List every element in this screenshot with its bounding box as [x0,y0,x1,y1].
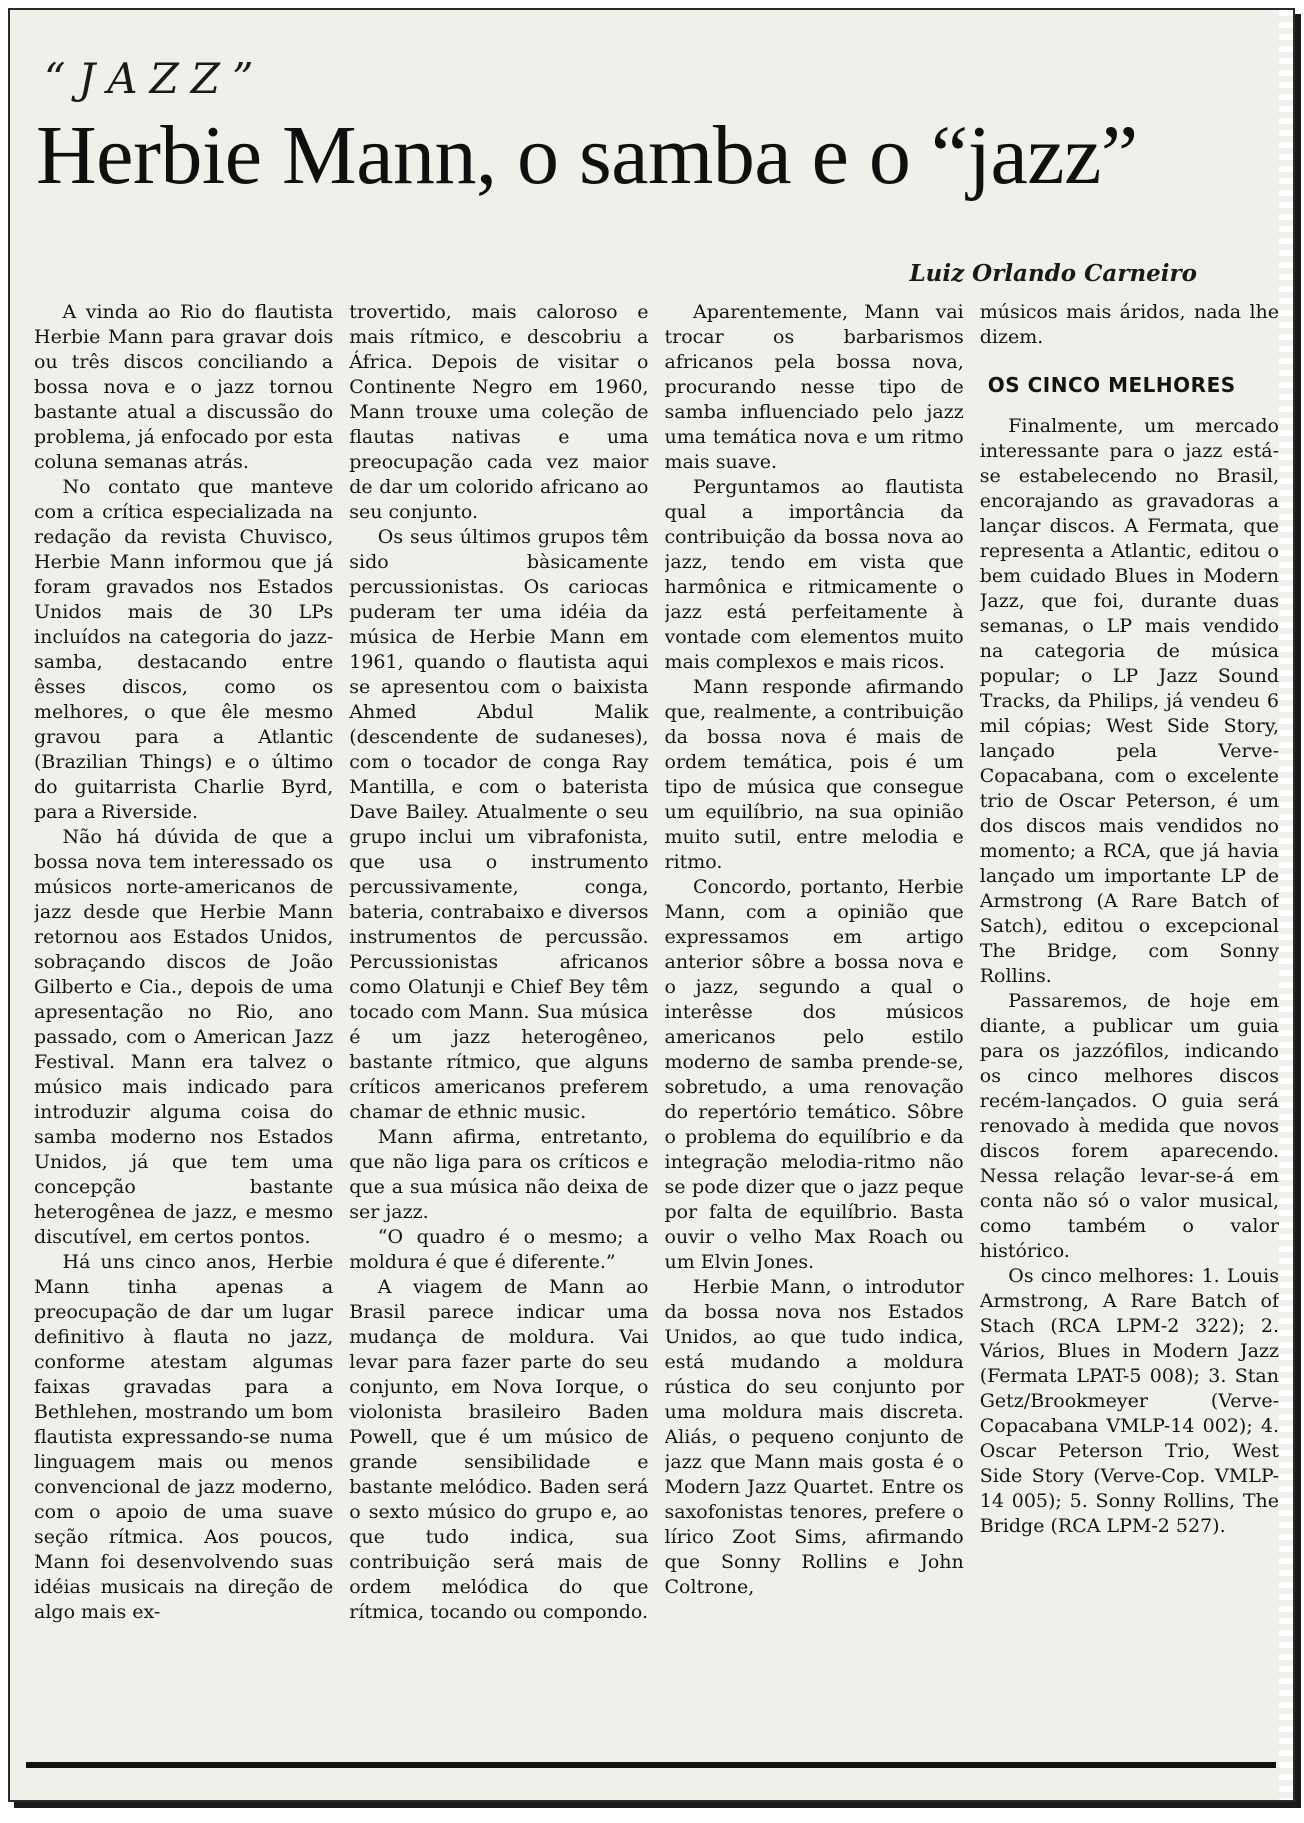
bottom-rule [26,1762,1276,1768]
subheading: OS CINCO MELHORES [987,373,1236,397]
paragraph: Concordo, portanto, Herbie Mann, com a opinião que expressamos em artigo anterior sôbre a bossa nova e o jazz, segundo a qual o interêsse dos músicos americanos pelo estilo moderno de samba prende-se, sobretudo, a uma renovação do repertório temático. Sôbre o problema do equilíbrio e da integração melodia-ritmo não se pode dizer que o jazz peque por falta de equilíbrio. Basta ouvir o velho Max Roach ou um Elvin Jones. [664,876,964,1273]
column-4 [980,300,1279,1760]
paragraph: Há uns cinco anos, Herbie Mann tinha apenas a preocupação de dar um lugar definitivo à flauta no jazz, conforme atestam algumas faixas gravadas para a Bethlehen, mostrando um bom flautista expressando-se numa linguagem mais ou menos convencional de jazz moderno, com o apoio de uma suave seção rítmica. Aos poucos, Mann foi desenvolvendo suas idéias musicais na direção de algo mais ex- [34,1251,334,1623]
article-columns [34,300,1279,1760]
paragraph: Herbie Mann, o introdutor da bossa nova nos Estados Unidos, ao que tudo indica, está mudando a moldura rústica do seu conjunto por uma moldura mais discreta. Aliás, o pequeno conjunto de jazz que Mann mais gosta é o Modern Jazz Quartet. Entre os saxofonistas tenores, prefere o lírico Zoot Sims, afirmando que Sonny Rollins e John Coltrone, [664,1276,964,1598]
paragraph: A vinda ao Rio do flautista Herbie Mann para gravar dois ou três discos conciliando a bossa nova e o jazz tornou bastante atual a discussão do problema, já enfocado por esta coluna semanas atrás. [34,301,334,473]
paragraph: Perguntamos ao flautista qual a importância da contribuição da bossa nova ao jazz, tendo em vista que harmônica e ritmicamente o jazz está perfeitamente à vontade com elementos muito mais complexos e mais ricos. [664,476,964,673]
paragraph: Aparentemente, Mann vai trocar os barbarismos africanos pela bossa nova, procurando nesse tipo de samba influenciado pelo jazz uma temática nova e um ritmo mais suave. [664,301,964,473]
paragraph: Os seus últimos grupos têm sido bàsicamente percussionistas. Os cariocas puderam ter uma idéia da música de Herbie Mann em 1961, quando o flautista aqui se apresentou com o baixista Ahmed Abdul Malik (descendente de sudaneses), com o tocador de conga Ray Mantilla, e com o baterista Dave Bailey. Atualmente o seu grupo inclui um vibrafonista, que usa o instrumento percussivamente, conga, bateria, contrabaixo e diversos instrumentos de percussão. Percussionistas africanos como Olatunji e Chief Bey têm tocado com Mann. Sua música é um jazz heterogêneo, bastante rítmico, que alguns críticos americanos preferem chamar de ethnic music. [349,526,649,1123]
paragraph: “O quadro é o mesmo; a moldura é que é diferente.” [349,1226,649,1273]
byline: Luiz Orlando Carneiro [909,260,1197,287]
paragraph: Mann afirma, entretanto, que não liga para os críticos e que a sua música não deixa de ser jazz. [349,1126,649,1223]
paragraph: trovertido, mais caloroso e mais rítmico, e descobriu a África. Depois de visitar o Continente Negro em 1960, Mann trouxe uma coleção de flautas nativas e uma preocupação cada vez maior de dar um colorido africano ao seu conjunto. [349,301,649,523]
column-2 [349,300,648,1760]
headline: Herbie Mann, o samba e o “jazz” [36,109,1138,202]
paragraph: Passaremos, de hoje em diante, a publicar um guia para os jazzófilos, indicando os cinco melhores discos recém-lançados. O guia será renovado à medida que novos discos forem aparecendo. Nessa relação levar-se-á em conta não só o valor musical, como também o valor histórico. [979,990,1279,1262]
paragraph: Não há dúvida de que a bossa nova tem interessado os músicos norte-americanos de jazz desde que Herbie Mann retornou aos Estados Unidos, sobraçando discos de João Gilberto e Cia., depois de uma apresentação no Rio, ano passado, com o American Jazz Festival. Mann era talvez o músico mais indicado para introduzir alguma coisa do samba moderno nos Estados Unidos, já que tem uma concepção bastante heterogênea de jazz, e mesmo discutível, em certos pontos. [34,826,334,1248]
paragraph: músicos mais áridos, nada lhe dizem. [979,301,1279,348]
newspaper-clipping [8,8,1295,1802]
column-1 [34,300,333,1760]
paragraph: No contato que manteve com a crítica especializada na redação da revista Chuvisco, Herbie Mann informou que já foram gravados nos Estados Unidos mais de 30 LPs incluídos na categoria do jazz-samba, destacando entre êsses discos, como os melhores, o que êle mesmo gravou para a Atlantic (Brazilian Things) e o último do guitarrista Charlie Byrd, para a Riverside. [34,476,334,823]
section-kicker: “JAZZ” [44,54,266,103]
paragraph: Os cinco melhores: 1. Louis Armstrong, A Rare Batch of Stach (RCA LPM-2 322); 2. Vários, Blues in Modern Jazz (Fermata LPAT-5 008); 3. Stan Getz/Brookmeyer (Verve-Copacabana VMLP-14 002); 4. Oscar Peterson Trio, West Side Story (Verve-Cop. VMLP-14 005); 5. Sonny Rollins, The Bridge (RCA LPM-2 527). [979,1265,1279,1537]
paragraph: Mann responde afirmando que, realmente, a contribuição da bossa nova é mais de ordem temática, pois é um tipo de música que consegue um equilíbrio, na sua opinião muito sutil, entre melodia e ritmo. [664,676,964,873]
paragraph: Finalmente, um mercado interessante para o jazz está-se estabelecendo no Brasil, encorajando as gravadoras a lançar discos. A Fermata, que representa a Atlantic, editou o bem cuidado Blues in Modern Jazz, que foi, durante duas semanas, o LP mais vendido na categoria de música popular; o LP Jazz Sound Tracks, da Philips, já vendeu 6 mil cópias; West Side Story, lançado pela Verve-Copacabana, com o excelente trio de Oscar Peterson, é um dos discos mais vendidos no momento; a RCA, que já havia lançado um importante LP de Armstrong (A Rare Batch of Satch), editou o excepcional The Bridge, com Sonny Rollins. [979,415,1279,987]
paragraph: A viagem de Mann ao Brasil parece indicar uma mudança de moldura. Vai levar para fazer parte do seu conjunto, em Nova Iorque, o violonista brasileiro Baden Powell, que é um músico de grande sensibilidade e bastante melódico. Baden será o sexto músico do grupo e, ao que tudo indica, sua contribuição será mais de ordem melódica do que rítmica, tocando ou compondo. [349,1276,649,1623]
column-3 [665,300,964,1760]
